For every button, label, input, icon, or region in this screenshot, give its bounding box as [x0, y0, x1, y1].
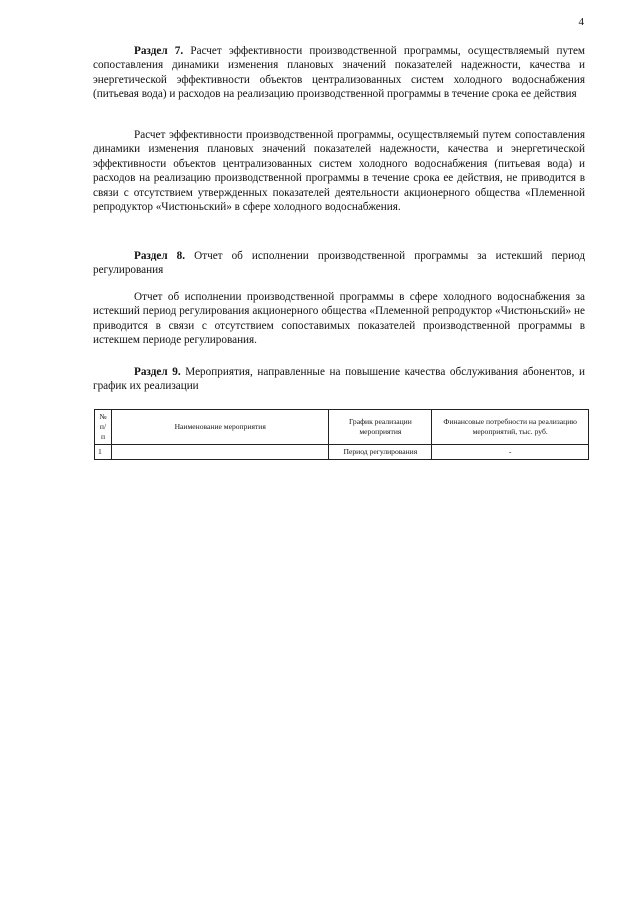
header-finance: Финансовые потребности на реализацию мероприятий, тыс. руб.: [432, 410, 589, 445]
cell-schedule: Период регулирования: [329, 445, 432, 460]
table-header-row: [95, 410, 589, 445]
section-8-heading: [93, 249, 585, 278]
section-9-heading: [93, 365, 585, 394]
section-7-heading: [93, 44, 585, 102]
measures-table: [94, 409, 589, 460]
header-schedule: График реализации мероприятия: [329, 410, 432, 445]
section-9-title: Мероприятия, направленные на повышение качества обслуживания абонентов, и график их реализации: [93, 366, 586, 393]
section-8-paragraph: Отчет об исполнении производственной программы в сфере холодного водоснабжения за истекший период регулирования акционерного общества «Племенной репродуктор «Чистюньский» не приводится в связи с отсутствием сопоставимых показателей производственной программы в истекшем периоде регулирования.: [93, 291, 585, 347]
cell-num: 1: [95, 445, 112, 460]
section-7-title: Расчет эффективности производственной программы, осуществляемый путем сопоставления динамики изменения плановых значений показателей надежности, качества и энергетической эффективности объектов централизованных систем холодного водоснабжения (питьевая вода) и расходов на реализацию производственной программы в течение срока ее действия: [93, 45, 585, 101]
section-8-label: Раздел 8.: [134, 250, 186, 262]
table-row: [95, 445, 589, 460]
header-name: Наименование мероприятия: [111, 410, 328, 445]
cell-name: [111, 445, 328, 460]
section-7-label: Раздел 7.: [134, 45, 184, 57]
header-num: № п/п: [95, 410, 112, 445]
section-8-title: Отчет об исполнении производственной программы за истекший период регулирования: [93, 250, 586, 277]
section-7-paragraph: Расчет эффективности производственной программы, осуществляемый путем сопоставления динамики изменения плановых значений показателей надежности, качества и энергетической эффективности объектов централизованных систем холодного водоснабжения (питьевая вода) и расходов на реализацию производственной программы в течение срока ее действия, не приводится в связи с отсутствием утвержденных показателей деятельности акционерного общества «Племенной репродуктор «Чистюньский» в сфере холодного водоснабжения.: [93, 129, 585, 214]
cell-finance: -: [432, 445, 589, 460]
section-9-label: Раздел 9.: [134, 366, 181, 378]
page-number: 4: [578, 16, 584, 28]
